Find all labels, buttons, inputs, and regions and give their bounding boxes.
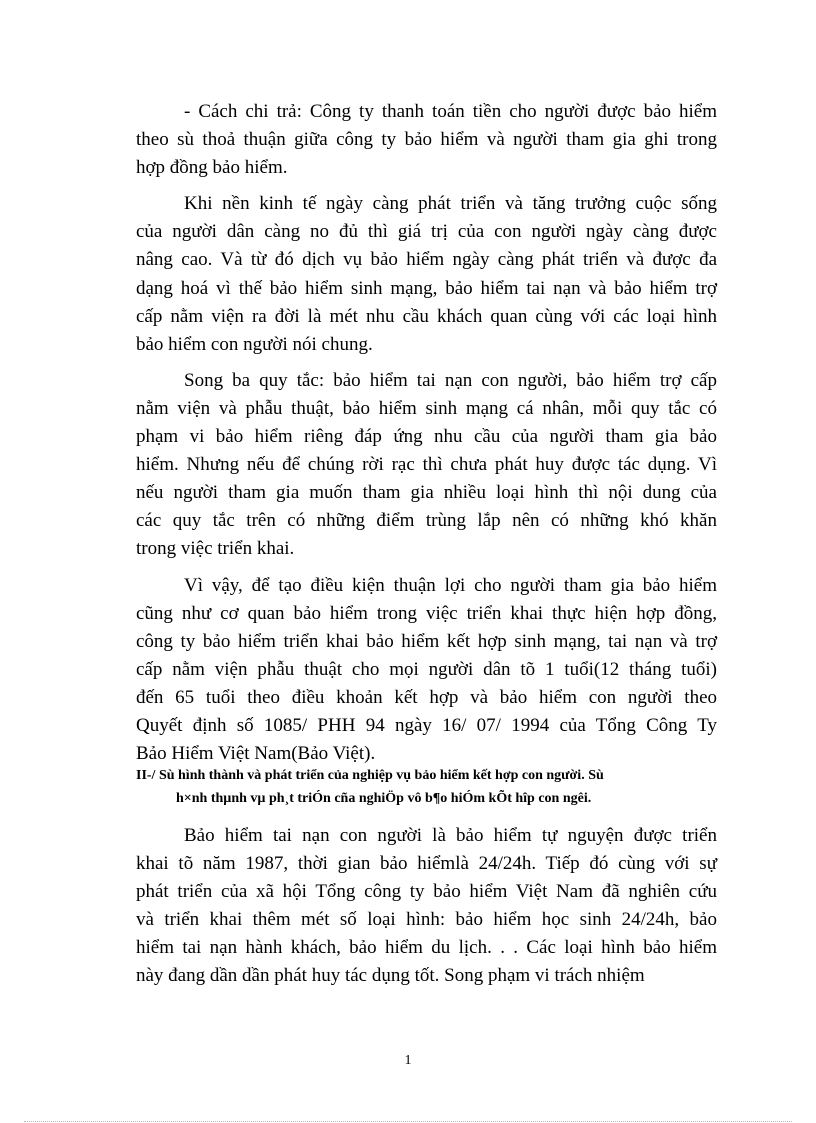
text-line: khai tõ năm 1987, thời gian bảo hiểmlà 24/24h. Tiếp đó cùng với sự — [136, 853, 717, 875]
text-line: này đang dần dần phát huy tác dụng tốt. Song phạm vi trách nhiệm — [136, 965, 645, 987]
text-line: - Cách chi trả: Công ty thanh toán tiền cho người được bảo hiểm — [184, 101, 717, 122]
text-line: Khi nền kinh tế ngày càng phát triển và tăng trưởng cuộc sống — [184, 193, 717, 215]
document-body-bottom — [136, 822, 717, 999]
text-line: trong việc triển khai. — [136, 538, 295, 560]
text-line: Song ba quy tắc: bảo hiểm tai nạn con người, bảo hiểm trợ cấp — [184, 369, 717, 391]
text-line: các quy tắc trên có những điểm trùng lắp nên có những khó khăn — [136, 510, 717, 532]
paragraph-economic-development — [136, 190, 717, 359]
text-line: hiểm tai nạn hành khách, bảo hiểm du lịch. . . Các loại hình bảo hiểm — [136, 937, 717, 959]
text-line: cũng như cơ quan bảo hiểm trong việc triển khai thực hiện hợp đồng, — [136, 602, 717, 624]
text-line: nâng cao. Và từ đó dịch vụ bảo hiểm ngày càng phát triển và được đa — [136, 249, 717, 271]
text-line: và triển khai thêm mét số loại hình: bảo hiểm học sinh 24/24h, bảo — [136, 909, 717, 931]
paragraph-payment-method — [136, 98, 717, 182]
text-line: hợp đồng bảo hiểm. — [136, 157, 288, 179]
text-line: dạng hoá vì thế bảo hiểm sinh mạng, bảo hiểm tai nạn và bảo hiểm trợ — [136, 277, 717, 299]
paragraph-three-rules — [136, 367, 717, 564]
footer-divider — [24, 1121, 792, 1122]
section-heading-line-1: II-/ Sù hình thành và phát triển của nghiệp vụ bảo hiểm kết hợp con người. Sù — [136, 768, 604, 783]
text-line: hiểm. Nhưng nếu để chúng rời rạc thì chưa phát huy được tác dụng. Vì — [136, 454, 717, 476]
section-heading — [136, 764, 736, 810]
text-line: Quyết định số 1085/ PHH 94 ngày 16/ 07/ 1994 của Tổng Công Ty — [136, 714, 717, 736]
text-line: phạm vi bảo hiểm riêng đáp ứng nhu cầu của người tham gia bảo — [136, 426, 717, 448]
paragraph-accident-insurance — [136, 822, 717, 991]
text-line: cấp nằm viện phẫu thuật cho mọi người dân tõ 1 tuổi(12 tháng tuổi) — [136, 658, 717, 680]
text-line: của người dân càng no đủ thì giá trị của con người ngày càng được — [136, 221, 717, 243]
section-heading-line-2: h×nh thµnh vµ ph¸t triÓn cña nghiÖp vô b¶o hiÓm kÕt hîp con ngêi. — [176, 791, 592, 806]
text-line: cấp nằm viện ra đời là mét nhu cầu khách quan cùng với các loại hình — [136, 305, 717, 327]
text-line: Bảo Hiểm Việt Nam(Bảo Việt). — [136, 743, 376, 765]
text-line: Vì vậy, để tạo điều kiện thuận lợi cho người tham gia bảo hiểm — [184, 574, 717, 596]
text-line: theo sù thoả thuận giữa công ty bảo hiểm và người tham gia ghi trong — [136, 129, 717, 151]
text-line: phát triển của xã hội Tổng công ty bảo hiểm Việt Nam đã nghiên cứu — [136, 881, 717, 903]
document-body-top — [136, 98, 717, 776]
text-line: công ty bảo hiểm triển khai bảo hiểm kết hợp sinh mạng, tai nạn và trợ — [136, 630, 717, 652]
paragraph-combined-insurance — [136, 572, 717, 769]
text-line: đến 65 tuổi theo điều khoản kết hợp và bảo hiểm con người theo — [136, 686, 717, 708]
text-line: nằm viện và phẫu thuật, bảo hiểm sinh mạng cá nhân, mỗi quy tắc có — [136, 397, 717, 419]
text-line: Bảo hiểm tai nạn con người là bảo hiểm tự nguyện được triển — [184, 825, 717, 846]
text-line: bảo hiểm con người nói chung. — [136, 333, 373, 355]
page-number: 1 — [404, 1053, 412, 1068]
text-line: nếu người tham gia muốn tham gia nhiều loại hình thì nội dung của — [136, 482, 717, 504]
